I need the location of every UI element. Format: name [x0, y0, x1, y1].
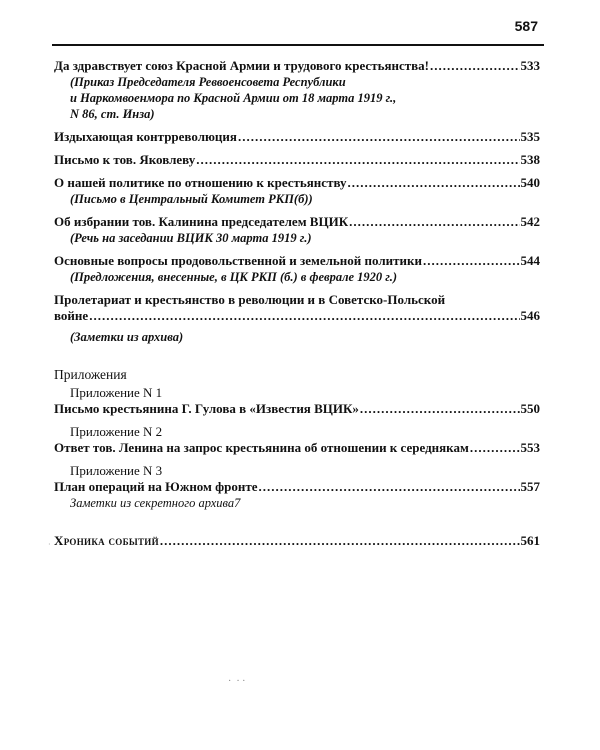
toc-entry-title: Издыхающая контрреволюция: [54, 129, 237, 144]
toc-entry-page: 538: [520, 152, 540, 167]
page-number: 587: [514, 18, 538, 34]
dot-leader: [423, 253, 520, 269]
appendix-item: [54, 385, 540, 417]
toc-entry-line[interactable]: [54, 401, 540, 417]
toc-entry: [54, 253, 540, 285]
toc-entry-line[interactable]: [54, 533, 540, 549]
dot-leader: [470, 440, 520, 456]
chronicle-entry: [54, 533, 540, 549]
toc-entry-line[interactable]: [54, 479, 540, 495]
toc-entry: [54, 58, 540, 122]
appendix-item: [54, 463, 540, 511]
appendix-heading: Приложения: [54, 367, 127, 382]
toc-entry-note: N 86, ст. Инза): [70, 107, 155, 121]
toc-entry-note: и Наркомвоенмора по Красной Армии от 18 марта 1919 г.,: [70, 91, 397, 105]
toc-entry-line[interactable]: [54, 308, 540, 324]
toc-entry-title: войне: [54, 308, 89, 323]
toc-entry: [54, 152, 540, 168]
scan-speck: ·: [48, 540, 51, 549]
toc-entry: [54, 292, 540, 345]
toc-entry-page: 535: [520, 129, 540, 144]
dot-leader: [259, 479, 520, 495]
dot-leader: [360, 401, 520, 417]
toc-entry-page: 540: [520, 175, 540, 190]
toc-entry-line[interactable]: [54, 175, 540, 191]
toc-entry-note: (Предложения, внесенные, в ЦК РКП (б.) в феврале 1920 г.): [70, 270, 398, 284]
toc-entry-note: (Заметки из архива): [70, 330, 184, 344]
appendix-label: Приложение N 1: [70, 385, 163, 400]
dot-leader: [348, 175, 520, 191]
toc-entry-line[interactable]: [54, 129, 540, 145]
toc-entry-title: Об избрании тов. Калинина председателем ВЦИК: [54, 214, 349, 229]
toc-entry-page: 553: [520, 440, 540, 455]
toc-entry-note: (Речь на заседании ВЦИК 30 марта 1919 г.): [70, 231, 312, 245]
dot-leader: [238, 129, 520, 145]
toc-entry-note: (Приказ Председателя Реввоенсовета Республики: [70, 75, 346, 89]
toc-entry-page: 542: [520, 214, 540, 229]
toc-entry-page: 544: [520, 253, 540, 268]
appendix-item: [54, 424, 540, 456]
toc-entry-page: 550: [520, 401, 540, 416]
toc-entry-title: План операций на Южном фронте: [54, 479, 258, 494]
appendix-label: Приложение N 3: [70, 463, 163, 478]
dot-leader: [160, 533, 520, 549]
toc-entry-title: О нашей политике по отношению к крестьянству: [54, 175, 347, 190]
appendix-note: Заметки из секретного архива7: [70, 496, 241, 510]
dot-leader: [349, 214, 519, 230]
toc-entry-line[interactable]: [54, 58, 540, 74]
table-of-contents: [54, 58, 540, 556]
scan-specks: · · ·: [228, 676, 246, 687]
dot-leader: [430, 58, 520, 74]
dot-leader: [89, 308, 519, 324]
toc-entry: [54, 175, 540, 207]
toc-entry-page: 533: [520, 58, 540, 73]
toc-entry-title: Хроника событий: [54, 533, 159, 548]
toc-entry-title-line1: Пролетариат и крестьянство в революции и в Советско-Польской: [54, 292, 446, 307]
toc-entry: [54, 214, 540, 246]
toc-entry-note: (Письмо в Центральный Комитет РКП(б)): [70, 192, 313, 206]
dot-leader: [196, 152, 519, 168]
toc-entry-title: Письмо к тов. Яковлеву: [54, 152, 196, 167]
toc-entry-line[interactable]: [54, 440, 540, 456]
toc-entry-page: 561: [520, 533, 540, 548]
toc-entry-title: Основные вопросы продовольственной и земельной политики: [54, 253, 422, 268]
toc-entry-title: Письмо крестьянина Г. Гулова в «Известия ВЦИК»: [54, 401, 359, 416]
toc-entry-line[interactable]: [54, 253, 540, 269]
toc-entry-line[interactable]: [54, 152, 540, 168]
toc-entry-line[interactable]: [54, 214, 540, 230]
appendix-label: Приложение N 2: [70, 424, 163, 439]
toc-entry-title: Да здравствует союз Красной Армии и трудового крестьянства!: [54, 58, 429, 73]
toc-entry-page: 546: [520, 308, 540, 323]
header-rule: [52, 44, 544, 46]
toc-entry: [54, 129, 540, 145]
toc-entry-title: Ответ тов. Ленина на запрос крестьянина об отношении к середнякам: [54, 440, 469, 455]
toc-entry-page: 557: [520, 479, 540, 494]
